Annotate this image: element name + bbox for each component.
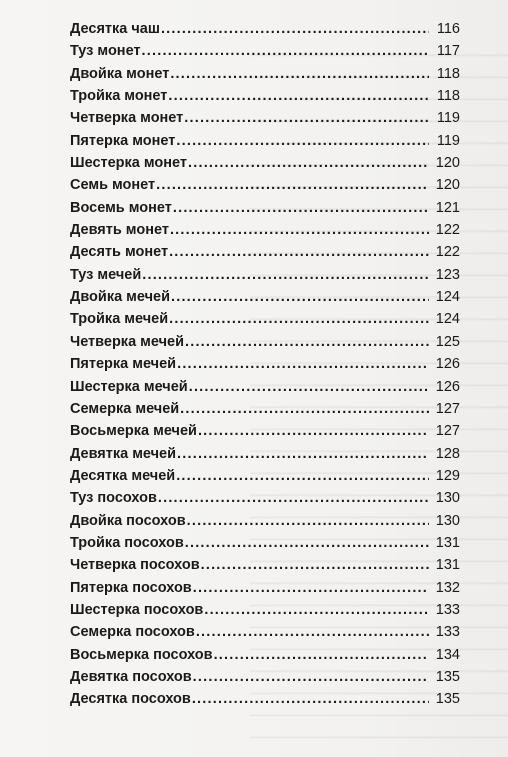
toc-entry[interactable] — [70, 241, 460, 263]
toc-entry[interactable] — [70, 308, 460, 330]
toc-entry-title: Пятерка посохов — [70, 579, 192, 596]
toc-entry-page: 120 — [435, 177, 460, 194]
toc-entry-title: Семь монет — [70, 177, 156, 194]
toc-entry-title: Девятка мечей — [70, 445, 177, 462]
toc-entry-title: Восьмерка посохов — [70, 646, 213, 663]
toc-entry-page: 133 — [435, 601, 460, 618]
dot-leader — [196, 621, 429, 643]
toc-entry-title: Тройка монет — [70, 88, 168, 105]
toc-entry[interactable] — [70, 18, 460, 40]
dot-leader — [142, 40, 429, 62]
toc-entry-page: 122 — [435, 222, 460, 239]
toc-entry-title: Тройка мечей — [70, 311, 169, 328]
toc-entry[interactable] — [70, 107, 460, 129]
dot-leader — [176, 130, 429, 152]
toc-entry[interactable] — [70, 644, 460, 666]
dot-leader — [204, 599, 429, 621]
dot-leader — [156, 174, 429, 196]
dot-leader — [170, 219, 429, 241]
toc-entry[interactable] — [70, 130, 460, 152]
toc-entry-page: 133 — [435, 624, 460, 641]
dot-leader — [171, 286, 429, 308]
dot-leader — [142, 264, 429, 286]
toc-entry[interactable] — [70, 487, 460, 509]
dot-leader — [193, 577, 429, 599]
dot-leader — [198, 420, 429, 442]
toc-entry-title: Четверка мечей — [70, 333, 184, 350]
toc-entry[interactable] — [70, 197, 460, 219]
toc-entry[interactable] — [70, 510, 460, 532]
toc-entry-title: Пятерка мечей — [70, 356, 177, 373]
toc-entry-title: Девять монет — [70, 222, 169, 239]
dot-leader — [185, 532, 429, 554]
dot-leader — [168, 85, 429, 107]
toc-entry-page: 119 — [436, 132, 460, 149]
toc-entry-page: 116 — [436, 21, 460, 37]
toc-entry-title: Четверка посохов — [70, 557, 200, 574]
dot-leader — [173, 197, 429, 219]
toc-entry-page: 126 — [435, 378, 460, 395]
toc-entry[interactable] — [70, 398, 460, 420]
dot-leader — [169, 308, 429, 330]
dot-leader — [170, 63, 429, 85]
toc-entry[interactable] — [70, 40, 460, 62]
toc-entry-page: 122 — [435, 244, 460, 261]
toc-entry-title: Десятка чаш — [70, 21, 160, 37]
toc-entry-page: 130 — [435, 490, 460, 507]
toc-entry-title: Двойка посохов — [70, 512, 186, 529]
toc-entry-page: 129 — [435, 467, 460, 484]
toc-entry-page: 134 — [435, 646, 460, 663]
toc-entry-page: 132 — [435, 579, 460, 596]
toc-entry-page: 128 — [435, 445, 460, 462]
toc-entry-title: Десятка посохов — [70, 691, 191, 708]
toc-entry-page: 117 — [436, 43, 460, 60]
toc-entry[interactable] — [70, 152, 460, 174]
dot-leader — [185, 331, 429, 353]
toc-entry-page: 119 — [436, 110, 460, 127]
toc-entry-page: 124 — [435, 311, 460, 328]
toc-entry-page: 118 — [436, 65, 460, 82]
toc-entry-page: 125 — [435, 333, 460, 350]
toc-entry[interactable] — [70, 554, 460, 576]
toc-entry-page: 135 — [435, 668, 460, 685]
toc-entry-page: 123 — [435, 266, 460, 283]
toc-entry-title: Тройка посохов — [70, 534, 184, 551]
toc-entry-title: Двойка монет — [70, 65, 170, 82]
toc-entry[interactable] — [70, 264, 460, 286]
toc-entry[interactable] — [70, 286, 460, 308]
toc-entry-page: 121 — [435, 199, 460, 216]
toc-entry-title: Четверка монет — [70, 110, 184, 127]
dot-leader — [188, 152, 429, 174]
dot-leader — [158, 487, 429, 509]
dot-leader — [161, 18, 429, 40]
toc-entry[interactable] — [70, 532, 460, 554]
toc-entry-page: 127 — [435, 423, 460, 440]
toc-entry[interactable] — [70, 85, 460, 107]
toc-entry-page: 124 — [435, 289, 460, 306]
toc-entry[interactable] — [70, 63, 460, 85]
toc-entry-title: Девятка посохов — [70, 668, 192, 685]
toc-entry[interactable] — [70, 666, 460, 688]
toc-entry-title: Туз посохов — [70, 490, 157, 507]
dot-leader — [176, 465, 429, 487]
toc-entry-page: 130 — [435, 512, 460, 529]
dot-leader — [201, 554, 429, 576]
toc-entry[interactable] — [70, 577, 460, 599]
toc-entry-title: Восемь монет — [70, 199, 172, 216]
toc-entry-page: 126 — [435, 356, 460, 373]
toc-entry-title: Туз монет — [70, 43, 141, 60]
toc-entry-title: Семерка мечей — [70, 400, 180, 417]
dot-leader — [184, 107, 429, 129]
toc-entry[interactable] — [70, 174, 460, 196]
dot-leader — [177, 443, 429, 465]
toc-entry-title: Пятерка монет — [70, 132, 176, 149]
dot-leader — [192, 688, 429, 710]
toc-entry-title: Десятка мечей — [70, 467, 176, 484]
toc-entry-page: 131 — [435, 557, 460, 574]
dot-leader — [214, 644, 429, 666]
dot-leader — [177, 353, 429, 375]
toc-entry[interactable] — [70, 621, 460, 643]
toc-entry[interactable] — [70, 465, 460, 487]
toc-entry[interactable] — [70, 599, 460, 621]
toc-entry-title: Шестерка мечей — [70, 378, 188, 395]
toc-entry-title: Туз мечей — [70, 266, 142, 283]
toc-entry-title: Двойка мечей — [70, 289, 170, 306]
dot-leader — [169, 241, 429, 263]
toc-entry-title: Шестерка посохов — [70, 601, 204, 618]
toc-entry[interactable] — [70, 688, 460, 710]
table-of-contents — [70, 18, 460, 711]
toc-entry-title: Восьмерка мечей — [70, 423, 197, 440]
toc-entry[interactable] — [70, 443, 460, 465]
dot-leader — [189, 376, 429, 398]
dot-leader — [180, 398, 429, 420]
toc-entry-title: Десять монет — [70, 244, 169, 261]
toc-entry-page: 131 — [435, 534, 460, 551]
toc-entry-title: Семерка посохов — [70, 624, 195, 641]
toc-entry[interactable] — [70, 420, 460, 442]
toc-entry[interactable] — [70, 376, 460, 398]
toc-entry-title: Шестерка монет — [70, 155, 188, 172]
dot-leader — [187, 510, 429, 532]
toc-entry-page: 127 — [435, 400, 460, 417]
toc-entry[interactable] — [70, 331, 460, 353]
toc-entry[interactable] — [70, 219, 460, 241]
toc-entry-page: 118 — [436, 88, 460, 105]
dot-leader — [193, 666, 429, 688]
toc-entry[interactable] — [70, 353, 460, 375]
toc-entry-page: 135 — [435, 691, 460, 708]
toc-entry-page: 120 — [435, 155, 460, 172]
